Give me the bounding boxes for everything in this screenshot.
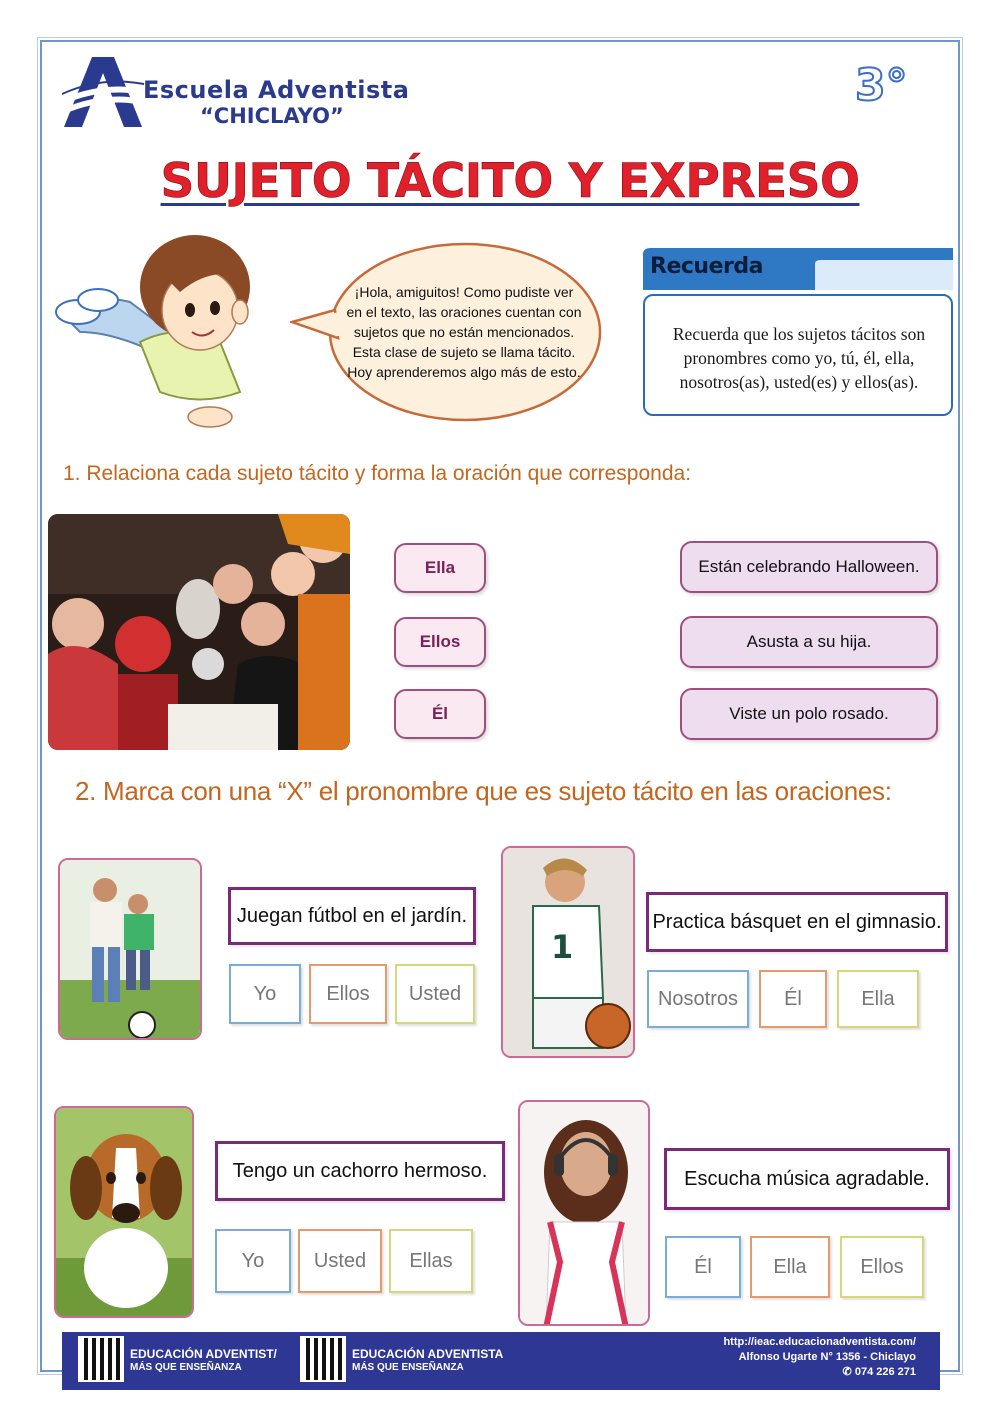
sentence-label: Viste un polo rosado. bbox=[729, 704, 889, 723]
option-yo[interactable] bbox=[215, 1229, 291, 1293]
option-label: Ellas bbox=[409, 1249, 453, 1272]
school-a-logo-icon bbox=[62, 55, 144, 130]
svg-text:1: 1 bbox=[551, 928, 574, 966]
option-label: Nosotros bbox=[657, 987, 739, 1010]
option-ella[interactable] bbox=[750, 1236, 830, 1298]
option-ellos[interactable] bbox=[309, 964, 387, 1024]
option-label: Usted bbox=[408, 982, 462, 1005]
sentence-box-tengo bbox=[215, 1141, 505, 1201]
subject-pill-ellos[interactable] bbox=[394, 617, 486, 667]
exercise1-instruction: 1. Relaciona cada sujeto tácito y forma la oración que corresponda: bbox=[63, 462, 692, 485]
footer-url[interactable]: http://ieac.educacionadventista.com/ bbox=[723, 1336, 916, 1348]
option-label: Usted bbox=[313, 1249, 367, 1272]
sentence-box-practica bbox=[646, 892, 948, 952]
option-label: Yo bbox=[253, 982, 277, 1005]
girl-illustration bbox=[50, 232, 310, 442]
puppy-photo bbox=[54, 1106, 194, 1318]
option-yo[interactable] bbox=[229, 964, 301, 1024]
option-usted[interactable] bbox=[395, 964, 475, 1024]
option-el[interactable] bbox=[759, 970, 827, 1028]
subject-label: Ellos bbox=[419, 632, 461, 651]
recuerda-text: Recuerda que los sujetos tácitos son pronombres como yo, tú, él, ella, nosotros(as), usted(es) y ellos(as). bbox=[672, 324, 926, 392]
footer-phone: 074 226 271 bbox=[854, 1366, 916, 1378]
footer-contact bbox=[640, 1335, 916, 1380]
basketball-photo bbox=[501, 846, 635, 1058]
subject-label: Él bbox=[431, 704, 449, 723]
phone-icon: ✆ bbox=[842, 1366, 855, 1378]
footer-brand-line: EDUCACIÓN ADVENTIST/ bbox=[130, 1347, 277, 1361]
sentence-label: Escucha música agradable. bbox=[684, 1167, 930, 1190]
footer-phone-row bbox=[640, 1365, 916, 1380]
soccer-photo bbox=[58, 858, 202, 1040]
option-label: Yo bbox=[241, 1249, 265, 1272]
option-label: Él bbox=[694, 1255, 712, 1278]
footer-brand-slogan: MÁS QUE ENSEÑANZA bbox=[352, 1362, 464, 1373]
grade-label: 3° bbox=[855, 60, 908, 111]
option-label: Ellos bbox=[860, 1255, 904, 1278]
sentence-label: Practica básquet en el gimnasio. bbox=[652, 910, 942, 933]
school-city: “CHICLAYO” bbox=[200, 104, 344, 128]
option-label: Ellos bbox=[326, 982, 370, 1005]
music-girl-photo bbox=[518, 1100, 650, 1326]
footer-brand-1 bbox=[130, 1348, 277, 1374]
footer-brand-slogan: MÁS QUE ENSEÑANZA bbox=[130, 1362, 242, 1373]
footer-brand-line: EDUCACIÓN ADVENTISTA bbox=[352, 1347, 504, 1361]
footer-address: Alfonso Ugarte N° 1356 - Chiclayo bbox=[738, 1351, 916, 1363]
option-label: Ella bbox=[861, 987, 895, 1010]
recuerda-label: Recuerda bbox=[650, 254, 763, 279]
option-el[interactable] bbox=[665, 1236, 741, 1298]
sentence-box-escucha bbox=[664, 1148, 950, 1210]
school-name: Escuela Adventista bbox=[143, 76, 410, 104]
sentence-box-halloween[interactable] bbox=[680, 541, 938, 593]
sentence-label: Tengo un cachorro hermoso. bbox=[232, 1159, 488, 1182]
sentence-box-asusta[interactable] bbox=[680, 616, 938, 668]
subject-pill-ella[interactable] bbox=[394, 543, 486, 593]
sentence-box-juegan bbox=[228, 887, 476, 945]
option-label: Él bbox=[784, 987, 802, 1010]
bubble-text: ¡Hola, amiguitos! Como pudiste ver en el texto, las oraciones cuentan con sujetos que no están mencionados. Esta clase de sujeto se llama tácito. Hoy aprenderemos algo más de esto. bbox=[346, 284, 582, 380]
subject-label: Ella bbox=[424, 558, 456, 577]
sentence-label: Juegan fútbol en el jardín. bbox=[236, 904, 468, 927]
option-usted[interactable] bbox=[298, 1229, 382, 1293]
halloween-photo bbox=[48, 514, 350, 750]
sentence-label: Están celebrando Halloween. bbox=[698, 557, 920, 576]
exercise2-instruction: 2. Marca con una “X” el pronombre que es sujeto tácito en las oraciones: bbox=[75, 776, 892, 806]
page-title: SUJETO TÁCITO Y EXPRESO bbox=[160, 154, 860, 209]
option-ellas[interactable] bbox=[389, 1229, 473, 1293]
option-ella[interactable] bbox=[837, 970, 919, 1028]
footer-brand-2 bbox=[352, 1348, 503, 1374]
option-nosotros[interactable] bbox=[647, 970, 749, 1028]
sentence-label: Asusta a su hija. bbox=[746, 632, 872, 651]
option-label: Ella bbox=[773, 1255, 807, 1278]
sentence-box-viste[interactable] bbox=[680, 688, 938, 740]
option-ellos[interactable] bbox=[840, 1236, 924, 1298]
qr-code-icon bbox=[78, 1336, 124, 1382]
qr-code-icon bbox=[300, 1336, 346, 1382]
subject-pill-el[interactable] bbox=[394, 689, 486, 739]
